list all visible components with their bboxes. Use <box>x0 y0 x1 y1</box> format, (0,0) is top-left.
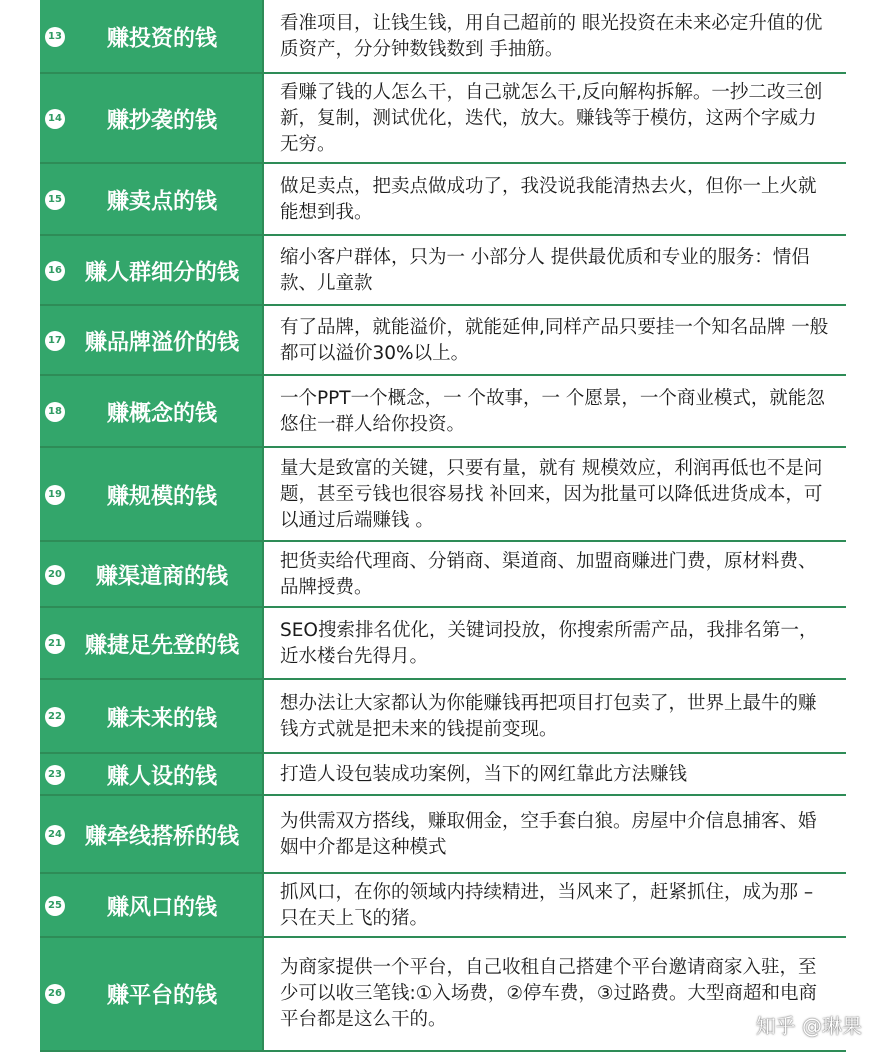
table-row <box>40 0 846 74</box>
row-number-badge: 16 <box>45 261 65 281</box>
row-title: 赚规模的钱 <box>106 484 217 510</box>
row-number-badge: 19 <box>45 485 65 505</box>
row-number-badge: 25 <box>45 896 65 916</box>
row-number-badge: 13 <box>45 27 65 47</box>
row-description: 有了品牌，就能溢价，就能延伸,同样产品只要挂一个知名品牌 一般都可以溢价30%以上。 <box>280 317 829 364</box>
table-row <box>40 304 846 376</box>
row-description-cell <box>264 754 846 796</box>
table-row <box>40 606 846 680</box>
table-row <box>40 872 846 938</box>
row-number-badge: 23 <box>45 765 65 785</box>
row-title: 赚人设的钱 <box>106 764 217 790</box>
row-description-cell <box>264 680 846 754</box>
row-title: 赚平台的钱 <box>106 983 217 1009</box>
row-title-cell <box>40 164 264 236</box>
table-row <box>40 162 846 236</box>
row-description: 打造人设包装成功案例，当下的网红靠此方法赚钱 <box>280 764 688 785</box>
row-description: 量大是致富的关键，只要有量，就有 规模效应，利润再低也不是问题，甚至亏钱也很容易找 补回来，因为批量可以降低进货成本，可以通过后端赚钱 。 <box>280 458 823 531</box>
table-row <box>40 234 846 306</box>
row-title-cell <box>40 74 264 164</box>
row-description-cell <box>264 542 846 608</box>
table-row <box>40 540 846 608</box>
row-description: 把货卖给代理商、分销商、渠道商、加盟商赚进门费，原材料费、品牌授费。 <box>280 551 817 598</box>
row-description: 为商家提供一个平台，自己收租自己搭建个平台邀请商家入驻，至少可以收三笔钱:①入场费，②停车费，③过路费。大型商超和电商平台都是这么干的。 <box>280 957 817 1030</box>
row-number-badge: 15 <box>45 190 65 210</box>
row-title: 赚渠道商的钱 <box>95 564 228 590</box>
row-number-badge: 18 <box>45 402 65 422</box>
row-title-cell <box>40 796 264 874</box>
row-title-cell <box>40 754 264 796</box>
row-title-cell <box>40 306 264 376</box>
row-title: 赚投资的钱 <box>106 26 217 52</box>
table-row <box>40 446 846 542</box>
row-title-cell <box>40 376 264 448</box>
row-title-cell <box>40 874 264 938</box>
row-number-badge: 26 <box>45 984 65 1004</box>
row-description: SEO搜索排名优化，关键词投放，你搜索所需产品，我排名第一， 近水楼台先得月。 <box>280 620 818 667</box>
row-number-badge: 17 <box>45 331 65 351</box>
table-row <box>40 374 846 448</box>
row-description: 做足卖点，把卖点做成功了，我没说我能清热去火，但你一上火就能想到我。 <box>280 176 817 223</box>
watermark: 知乎 @琳果 <box>755 1014 862 1038</box>
row-number-badge: 24 <box>45 825 65 845</box>
row-number-badge: 20 <box>45 565 65 585</box>
row-title-cell <box>40 448 264 542</box>
row-description-cell <box>264 236 846 306</box>
row-description: 缩小客户群体，只为一 小部分人 提供最优质和专业的服务：情侣款、儿童款 <box>280 247 810 294</box>
row-number-badge: 22 <box>45 707 65 727</box>
row-description-cell <box>264 608 846 680</box>
row-description: 想办法让大家都认为你能赚钱再把项目打包卖了，世界上最牛的赚钱方式就是把未来的钱提前变现。 <box>280 693 817 740</box>
table-row <box>40 752 846 796</box>
row-title: 赚牵线搭桥的钱 <box>84 824 239 850</box>
row-description-cell <box>264 164 846 236</box>
row-title-cell <box>40 680 264 754</box>
row-description-cell <box>264 796 846 874</box>
row-title: 赚抄袭的钱 <box>106 108 217 134</box>
row-description-cell <box>264 376 846 448</box>
table-row <box>40 794 846 874</box>
row-title: 赚未来的钱 <box>106 706 217 732</box>
row-title: 赚风口的钱 <box>106 895 217 921</box>
table-row <box>40 936 846 1052</box>
row-title: 赚卖点的钱 <box>106 189 217 215</box>
row-title-cell <box>40 542 264 608</box>
row-number-badge: 21 <box>45 634 65 654</box>
row-description: 一个PPT一个概念，一 个故事，一 个愿景，一个商业模式，就能忽悠住一群人给你投资。 <box>280 388 825 435</box>
table-row <box>40 678 846 754</box>
table-row <box>40 72 846 164</box>
row-title: 赚品牌溢价的钱 <box>84 330 239 356</box>
row-description: 抓风口，在你的领域内持续精进，当风来了，赶紧抓住，成为那 – 只在天上飞的猪。 <box>280 882 814 929</box>
row-description-cell <box>264 74 846 164</box>
row-title-cell <box>40 938 264 1050</box>
row-description-cell <box>264 874 846 938</box>
row-description-cell <box>264 448 846 542</box>
row-title: 赚概念的钱 <box>106 401 217 427</box>
row-title-cell <box>40 0 264 74</box>
row-description: 为供需双方搭线，赚取佣金，空手套白狼。房屋中介信息捕客、婚姻中介都是这种模式 <box>280 811 817 858</box>
row-title-cell <box>40 236 264 306</box>
row-title: 赚人群细分的钱 <box>84 260 239 286</box>
row-title-cell <box>40 608 264 680</box>
row-description: 看准项目，让钱生钱，用自己超前的 眼光投资在未来必定升值的优质资产，分分钟数钱数到 手抽筋。 <box>280 13 823 60</box>
row-number-badge: 14 <box>45 109 65 129</box>
row-description-cell <box>264 306 846 376</box>
row-description: 看赚了钱的人怎么干，自己就怎么干,反向解构拆解。一抄二改三创新，复制，测试优化，迭代，放大。赚钱等于模仿，这两个字威力无穷。 <box>280 82 823 155</box>
row-title: 赚捷足先登的钱 <box>84 633 239 659</box>
row-description-cell <box>264 0 846 74</box>
